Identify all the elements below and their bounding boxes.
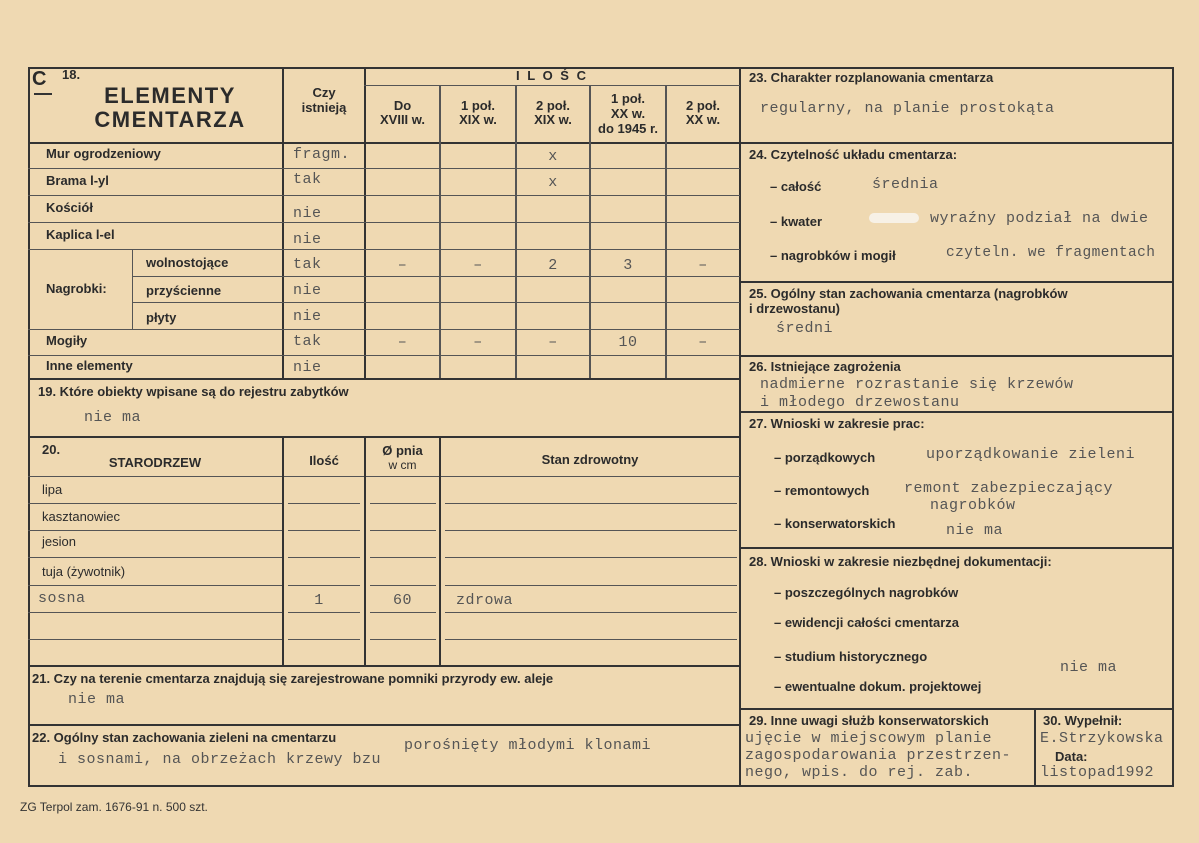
tree-name: jesion	[42, 534, 76, 549]
section-title-line1: ELEMENTY	[104, 83, 236, 108]
istnieja-header: istnieją	[301, 100, 347, 115]
quantity-value: 2	[548, 257, 558, 274]
period-header: 2 poł.	[536, 98, 570, 113]
frame-left	[28, 67, 30, 787]
czy-value: tak	[293, 333, 322, 350]
row-label: Brama l-yl	[46, 173, 109, 188]
period-header: XIX w.	[459, 112, 497, 127]
czy-value: tak	[293, 171, 322, 188]
s28-item: – studium historycznego	[774, 649, 928, 664]
tree-stan: zdrowa	[456, 592, 514, 609]
s30-value: E.Strzykowska	[1040, 730, 1164, 747]
tree-name: kasztanowiec	[42, 509, 121, 524]
s26-label: 26. Istniejące zagrożenia	[749, 359, 901, 374]
quantity-value: –	[473, 257, 483, 274]
s19-label: 19. Które obiekty wpisane są do rejestru zabytków	[38, 384, 349, 399]
correction-blot	[869, 213, 919, 223]
s20-col-pnia: Ø pnia	[382, 443, 423, 458]
period-header: XIX w.	[534, 112, 572, 127]
s29-line2: zagospodarowania przestrzen-	[745, 747, 1012, 764]
period-header: 2 poł.	[686, 98, 720, 113]
row-label: Kaplica l-el	[46, 227, 115, 242]
s28-item: – ewidencji całości cmentarza	[774, 615, 959, 630]
s24-item-value: średnia	[872, 176, 939, 193]
row-label: Inne elementy	[46, 358, 133, 373]
s19-value: nie ma	[84, 409, 142, 426]
s20-col-pnia-unit: w cm	[388, 458, 417, 472]
quantity-value: 3	[623, 257, 633, 274]
nagrobki-label: Nagrobki:	[46, 281, 107, 296]
row-label: przyścienne	[146, 283, 222, 298]
s28-label: 28. Wnioski w zakresie niezbędnej dokumentacji:	[749, 554, 1052, 569]
row-label: wolnostojące	[146, 255, 229, 270]
czy-value: nie	[293, 205, 322, 222]
row-label: płyty	[146, 310, 177, 325]
czy-value: nie	[293, 231, 322, 248]
row-label: Kościół	[46, 200, 93, 215]
s24-label: 24. Czytelność układu cmentarza:	[749, 147, 958, 162]
period-header: 1 poł.	[461, 98, 495, 113]
frame-right	[1172, 67, 1174, 787]
tree-ilosc: 1	[314, 592, 324, 609]
s27-item-value: uporządkowanie zieleni	[926, 446, 1136, 463]
row-label: Mur ogrodzeniowy	[46, 146, 161, 161]
s24-item-label: – całość	[770, 179, 822, 194]
frame-bottom	[28, 785, 1174, 787]
s27-item-value: remont zabezpieczający	[904, 480, 1114, 497]
quantity-value: –	[698, 257, 708, 274]
czy-header: Czy	[312, 85, 336, 100]
s22-label: 22. Ogólny stan zachowania zieleni na cmentarzu	[32, 730, 337, 745]
s24-item-value: czyteln. we fragmentach	[946, 245, 1156, 261]
period-header: XX w.	[685, 112, 721, 127]
czy-value: tak	[293, 256, 322, 273]
period-header: do 1945 r.	[598, 121, 658, 136]
czy-value: nie	[293, 359, 322, 376]
s28-item: – ewentualne dokum. projektowej	[774, 679, 982, 694]
frame-middle	[739, 67, 741, 787]
quantity-value: –	[397, 334, 408, 351]
printer-footer: ZG Terpol zam. 1676-91 n. 500 szt.	[20, 800, 208, 814]
section-title-line2: CMENTARZA	[94, 107, 246, 132]
period-header: 1 poł.	[611, 91, 645, 106]
s27-item-label: – remontowych	[774, 483, 870, 498]
s21-value: nie ma	[68, 691, 126, 708]
s25-value: średni	[776, 320, 834, 337]
s27-item-value-cont: nagrobków	[930, 497, 1016, 514]
quantity-value: x	[548, 148, 558, 165]
s24-item-label: – kwater	[770, 214, 823, 229]
s23-value: regularny, na planie prostokąta	[760, 100, 1055, 117]
s23-label: 23. Charakter rozplanowania cmentarza	[749, 70, 994, 85]
section-number: 18.	[62, 67, 81, 82]
quantity-value: –	[548, 334, 558, 351]
quantity-value: –	[473, 334, 483, 351]
s29-line3: nego, wpis. do rej. zab.	[745, 764, 974, 781]
tree-pnia: 60	[392, 592, 412, 609]
period-header: XX w.	[610, 106, 646, 121]
s20-col-ilosc: Ilość	[309, 453, 339, 468]
czy-value: fragm.	[293, 146, 351, 163]
section-letter: C	[32, 67, 50, 91]
s26-value-line1: nadmierne rozrastanie się krzewów	[760, 376, 1074, 393]
s22-value-line1: porośnięty młodymi klonami	[404, 737, 652, 754]
tree-name: sosna	[38, 590, 86, 607]
s27-item-value: nie ma	[946, 522, 1004, 539]
s28-value: nie ma	[1060, 659, 1118, 676]
s27-item-label: – konserwatorskich	[774, 516, 896, 531]
s22-value-line2: i sosnami, na obrzeżach krzewy bzu	[58, 751, 382, 768]
s29-label: 29. Inne uwagi służb konserwatorskich	[749, 713, 989, 728]
quantity-value: 10	[618, 334, 638, 351]
row-label: Mogiły	[46, 333, 88, 348]
s24-item-value: wyraźny podział na dwie	[930, 210, 1149, 227]
s30-label: 30. Wypełnił:	[1043, 713, 1123, 728]
s20-col-stan: Stan zdrowotny	[541, 452, 639, 467]
quantity-value: –	[698, 334, 708, 351]
period-header: Do	[393, 98, 412, 113]
s30-date-value: listopad1992	[1040, 764, 1155, 781]
quantity-value: –	[397, 257, 408, 274]
czy-value: nie	[293, 282, 322, 299]
ilosc-header: I L O Ś C	[516, 68, 588, 83]
period-header: XVIII w.	[379, 112, 426, 127]
s27-item-label: – porządkowych	[774, 450, 876, 465]
s21-label: 21. Czy na terenie cmentarza znajdują się zarejestrowane pomniki przyrody ew. aleje	[32, 671, 554, 686]
tree-name: tuja (żywotnik)	[42, 564, 126, 579]
s25-label-line1: 25. Ogólny stan zachowania cmentarza (nagrobków	[749, 286, 1068, 301]
s26-value-line2: i młodego drzewostanu	[760, 394, 960, 411]
s24-item-label: – nagrobków i mogił	[770, 248, 896, 263]
czy-value: nie	[293, 308, 322, 325]
tree-name: lipa	[42, 482, 63, 497]
s20-number: 20.	[42, 442, 61, 457]
s27-label: 27. Wnioski w zakresie prac:	[749, 416, 925, 431]
s29-line1: ujęcie w miejscowym planie	[745, 730, 993, 747]
s28-item: – poszczególnych nagrobków	[774, 585, 959, 600]
quantity-value: x	[548, 174, 558, 191]
s25-label-line2: i drzewostanu)	[749, 301, 841, 316]
s30-date-label: Data:	[1055, 749, 1088, 764]
s20-title: STARODRZEW	[108, 455, 202, 470]
